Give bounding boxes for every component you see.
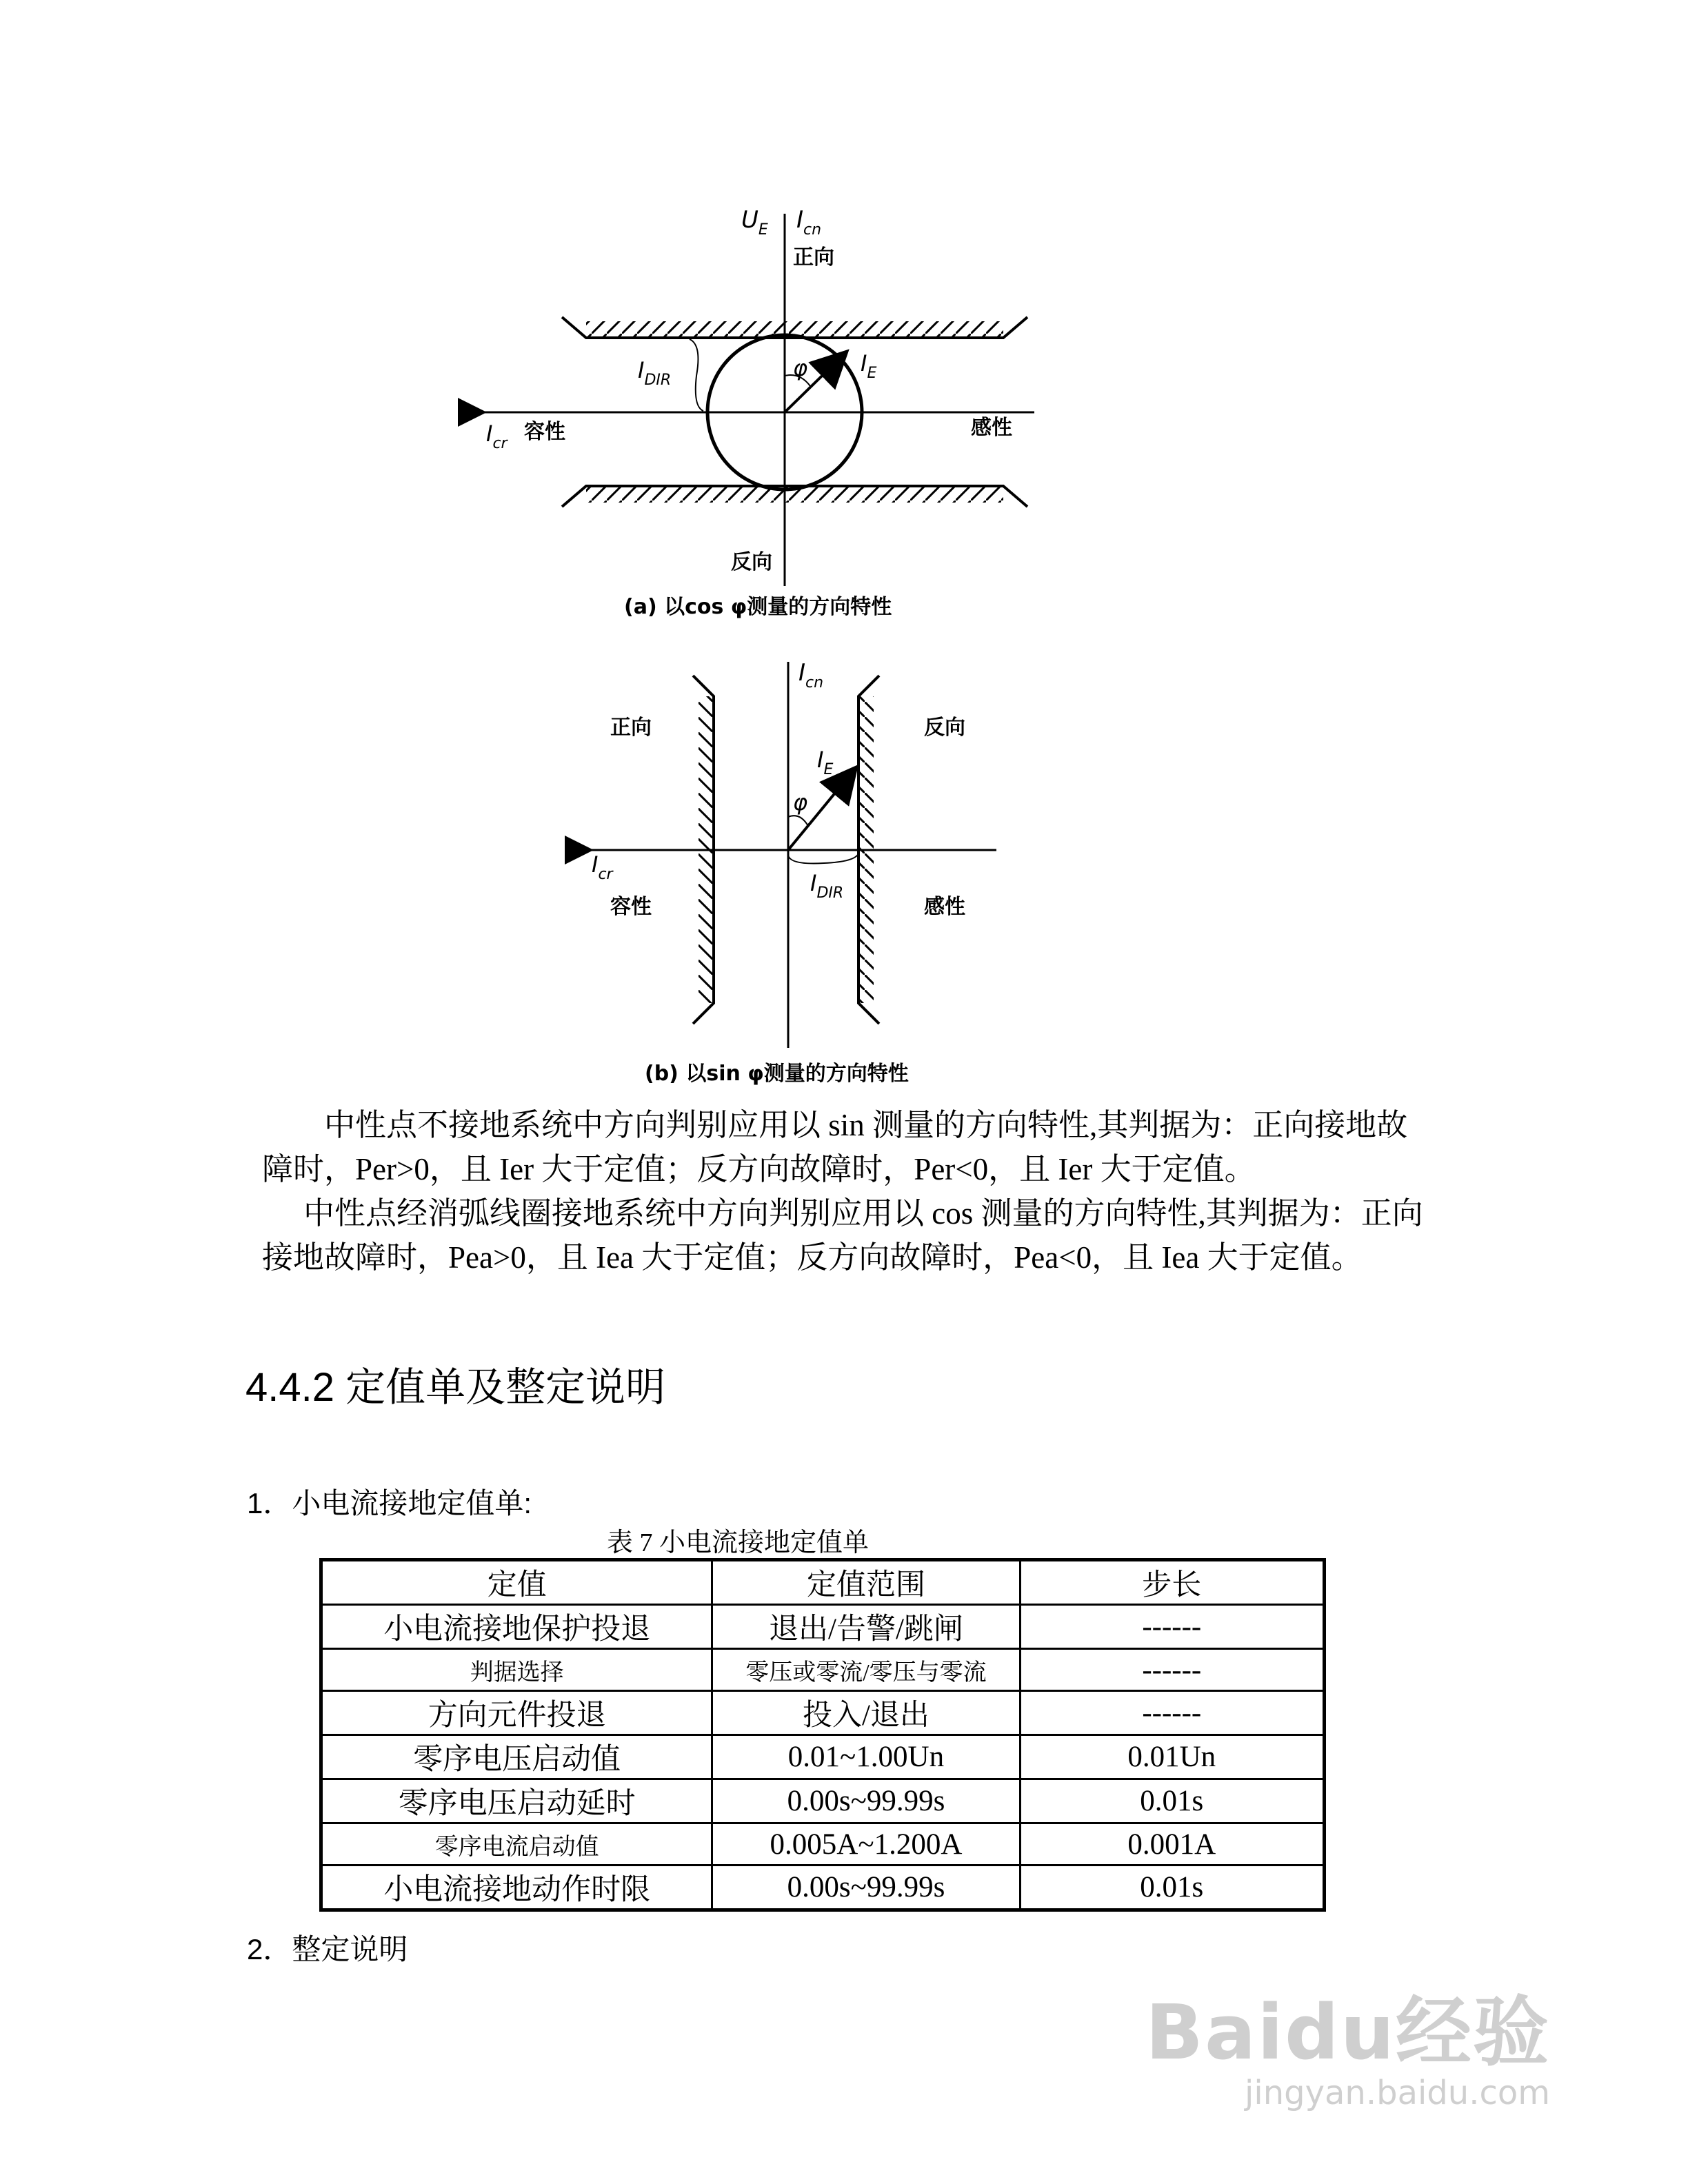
table-row: 零序电压启动值 0.01~1.00Un 0.01Un (321, 1735, 1325, 1779)
body-paragraphs (262, 1103, 1434, 1280)
table-row: 小电流接地保护投退 退出/告警/跳闸 ------ (321, 1605, 1325, 1649)
label-capacitive-b: 容性 (610, 895, 652, 919)
figure-b-caption: (b) 以sin φ测量的方向特性 (645, 1062, 909, 1086)
table-header-row (321, 1560, 1325, 1605)
label-idir: $I_{DIR}$ (638, 357, 672, 389)
subheading-setting-notes: 2．整定说明 (247, 1933, 408, 1965)
figure-a-cos-diagram (0, 0, 1688, 620)
label-inductive: 感性 (971, 416, 1012, 440)
paragraph-sin: 中性点不接地系统中方向判别应用以 sin 测量的方向特性,其判据为：正向接地故障时，Per>0，且 Ier 大于定值；反方向故障时，Per<0，且 Ier 大于定值。 (262, 1108, 1408, 1186)
table-row: 判据选择 零压或零流/零压与零流 ------ (321, 1649, 1325, 1691)
baidu-watermark (1145, 1972, 1550, 2112)
section-heading: 4.4.2 定值单及整定说明 (245, 1365, 666, 1410)
label-icn: $I_{cn}$ (796, 206, 822, 239)
table-row: 小电流接地动作时限 0.00s~99.99s 0.01s (321, 1866, 1325, 1910)
paragraph-cos: 中性点经消弧线圈接地系统中方向判别应用以 cos 测量的方向特性,其判据为：正向接地故障时，Pea>0，且 Iea 大于定值；反方向故障时，Pea<0，且 Iea 大于定值。 (262, 1196, 1423, 1275)
label-forward-b: 正向 (610, 716, 652, 740)
subheading-settings-list: 1．小电流接地定值单: (247, 1487, 532, 1519)
label-ie-b: $I_E$ (817, 747, 834, 778)
settings-table (319, 1558, 1326, 1912)
table-row: 零序电压启动延时 0.00s~99.99s 0.01s (321, 1779, 1325, 1823)
header-range: 定值范围 (712, 1560, 1020, 1605)
label-inductive-b: 感性 (924, 895, 965, 919)
watermark-brand: Baidu经验 (1145, 1988, 1550, 2076)
label-reverse-b: 反向 (924, 716, 965, 740)
table-caption: 表 7 小电流接地定值单 (607, 1528, 870, 1557)
figure-b-sin-diagram (0, 641, 1688, 1096)
label-forward: 正向 (793, 245, 834, 270)
label-ue: $U_E$ (741, 206, 768, 239)
label-idir-b: $I_{DIR}$ (810, 870, 844, 902)
label-reverse: 反向 (731, 550, 772, 574)
label-ie: $I_E$ (861, 350, 877, 382)
table-row: 零序电流启动值 0.005A~1.200A 0.001A (321, 1823, 1325, 1866)
table-row: 方向元件投退 投入/退出 ------ (321, 1691, 1325, 1735)
label-icn-b: $I_{cn}$ (798, 659, 824, 691)
header-step: 步长 (1020, 1560, 1324, 1605)
label-icr-b: $I_{cr}$ (592, 851, 613, 883)
label-phi-b: φ (793, 789, 808, 816)
figure-a-caption: (a) 以cos φ测量的方向特性 (624, 595, 892, 619)
watermark-url: jingyan.baidu.com (1245, 2074, 1550, 2112)
label-phi: φ (793, 355, 808, 381)
header-setting: 定值 (321, 1560, 712, 1605)
label-capacitive: 容性 (524, 420, 565, 444)
label-icr: $I_{cr}$ (486, 421, 508, 452)
